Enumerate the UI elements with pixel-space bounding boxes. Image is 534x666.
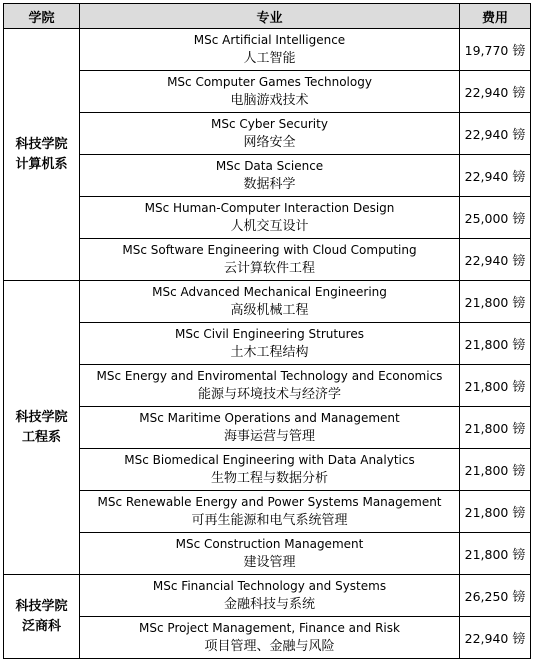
fee-amount: 25,000: [464, 211, 509, 226]
table-row: [4, 113, 531, 155]
major-cell: [80, 197, 460, 239]
fee-cell: [460, 491, 531, 533]
table-row: [4, 449, 531, 491]
table-row: [4, 155, 531, 197]
school-name-line2: 泛商科: [21, 618, 61, 634]
major-chinese-name: 可再生能源和电气系统管理: [191, 512, 348, 528]
table-row: [4, 365, 531, 407]
major-chinese-name: 建设管理: [243, 554, 296, 570]
fee-cell: [460, 239, 531, 281]
major-english-name: MSc Data Science: [215, 158, 324, 173]
table-row: [4, 71, 531, 113]
major-chinese-name: 能源与环境技术与经济学: [197, 386, 341, 402]
fee-currency-unit: 镑: [512, 590, 526, 605]
fee-amount: 21,800: [464, 505, 509, 520]
major-cell: [80, 113, 460, 155]
fee-amount: 22,940: [464, 253, 509, 268]
fee-cell: [460, 575, 531, 617]
fee-currency-unit: 镑: [512, 464, 526, 479]
fee-currency-unit: 镑: [512, 170, 526, 185]
major-chinese-name: 生物工程与数据分析: [210, 470, 328, 486]
school-name-line2: 工程系: [21, 429, 61, 445]
fee-currency-unit: 镑: [512, 632, 526, 647]
major-cell: [80, 365, 460, 407]
major-chinese-name: 人机交互设计: [230, 218, 309, 234]
major-chinese-name: 云计算软件工程: [223, 260, 315, 276]
table-row: [4, 239, 531, 281]
school-cell: [4, 29, 80, 281]
fee-cell: [460, 365, 531, 407]
fee-cell: [460, 323, 531, 365]
major-english-name: MSc Civil Engineering Strutures: [175, 326, 364, 341]
major-english-name: MSc Renewable Energy and Power Systems Management: [97, 494, 442, 509]
table-body: [4, 29, 531, 659]
school-name-line1: 科技学院: [15, 136, 68, 152]
table-row: [4, 617, 531, 659]
major-english-name: MSc Computer Games Technology: [167, 74, 372, 89]
header-school: 学院: [4, 4, 80, 29]
major-cell: [80, 407, 460, 449]
table-row: [4, 575, 531, 617]
major-cell: [80, 323, 460, 365]
fee-cell: [460, 71, 531, 113]
major-cell: [80, 491, 460, 533]
major-chinese-name: 高级机械工程: [230, 302, 309, 318]
fee-cell: [460, 533, 531, 575]
fee-currency-unit: 镑: [512, 212, 526, 227]
fee-cell: [460, 449, 531, 491]
fee-amount: 21,800: [464, 463, 509, 478]
fee-amount: 21,800: [464, 295, 509, 310]
fee-cell: [460, 281, 531, 323]
fee-amount: 21,800: [464, 547, 509, 562]
fee-amount: 22,940: [464, 127, 509, 142]
major-english-name: MSc Advanced Mechanical Engineering: [152, 284, 387, 299]
major-english-name: MSc Energy and Enviromental Technology and Economics: [96, 368, 443, 383]
major-english-name: MSc Human-Computer Interaction Design: [144, 200, 395, 215]
fee-cell: [460, 407, 531, 449]
school-cell: [4, 281, 80, 575]
fee-cell: [460, 617, 531, 659]
table-row: [4, 281, 531, 323]
major-english-name: MSc Project Management, Finance and Risk: [139, 620, 400, 635]
fee-currency-unit: 镑: [512, 338, 526, 353]
fee-amount: 22,940: [464, 631, 509, 646]
major-cell: [80, 575, 460, 617]
fee-currency-unit: 镑: [512, 128, 526, 143]
fee-amount: 22,940: [464, 85, 509, 100]
major-chinese-name: 人工智能: [243, 50, 296, 66]
fee-cell: [460, 29, 531, 71]
major-english-name: MSc Artificial Intelligence: [193, 32, 346, 47]
fee-currency-unit: 镑: [512, 86, 526, 101]
major-cell: [80, 155, 460, 197]
table-row: [4, 323, 531, 365]
major-cell: [80, 239, 460, 281]
fee-amount: 19,770: [464, 43, 509, 58]
major-english-name: MSc Cyber Security: [211, 116, 328, 131]
fee-currency-unit: 镑: [512, 44, 526, 59]
major-english-name: MSc Biomedical Engineering with Data Analytics: [124, 452, 415, 467]
major-chinese-name: 网络安全: [243, 134, 296, 150]
major-english-name: MSc Software Engineering with Cloud Computing: [122, 242, 417, 257]
fee-cell: [460, 197, 531, 239]
major-chinese-name: 项目管理、金融与风险: [204, 638, 335, 654]
header-fee: 费用: [460, 4, 531, 29]
fee-amount: 22,940: [464, 169, 509, 184]
major-cell: [80, 449, 460, 491]
table-row: [4, 407, 531, 449]
school-cell: [4, 575, 80, 659]
fee-currency-unit: 镑: [512, 548, 526, 563]
fee-amount: 21,800: [464, 379, 509, 394]
fee-currency-unit: 镑: [512, 296, 526, 311]
table-row: [4, 29, 531, 71]
table-row: [4, 533, 531, 575]
table-header-row: [4, 4, 531, 29]
major-english-name: MSc Financial Technology and Systems: [152, 578, 387, 593]
major-chinese-name: 海事运营与管理: [223, 428, 315, 444]
header-major: 专业: [80, 4, 460, 29]
fee-cell: [460, 113, 531, 155]
major-chinese-name: 土木工程结构: [230, 344, 309, 360]
major-cell: [80, 533, 460, 575]
major-english-name: MSc Maritime Operations and Management: [139, 410, 400, 425]
fee-currency-unit: 镑: [512, 254, 526, 269]
major-chinese-name: 数据科学: [243, 176, 296, 192]
fee-currency-unit: 镑: [512, 506, 526, 521]
major-cell: [80, 71, 460, 113]
fee-amount: 26,250: [464, 589, 509, 604]
school-name-line1: 科技学院: [15, 598, 68, 614]
fee-cell: [460, 155, 531, 197]
school-name-line2: 计算机系: [15, 156, 68, 172]
table-row: [4, 491, 531, 533]
major-chinese-name: 电脑游戏技术: [230, 92, 309, 108]
fee-amount: 21,800: [464, 337, 509, 352]
fee-currency-unit: 镑: [512, 422, 526, 437]
school-name-line1: 科技学院: [15, 409, 68, 425]
major-cell: [80, 617, 460, 659]
major-english-name: MSc Construction Management: [175, 536, 364, 551]
table-row: [4, 197, 531, 239]
major-cell: [80, 281, 460, 323]
major-cell: [80, 29, 460, 71]
fee-currency-unit: 镑: [512, 380, 526, 395]
tuition-fee-table: [3, 3, 531, 659]
fee-amount: 21,800: [464, 421, 509, 436]
major-chinese-name: 金融科技与系统: [223, 596, 315, 612]
